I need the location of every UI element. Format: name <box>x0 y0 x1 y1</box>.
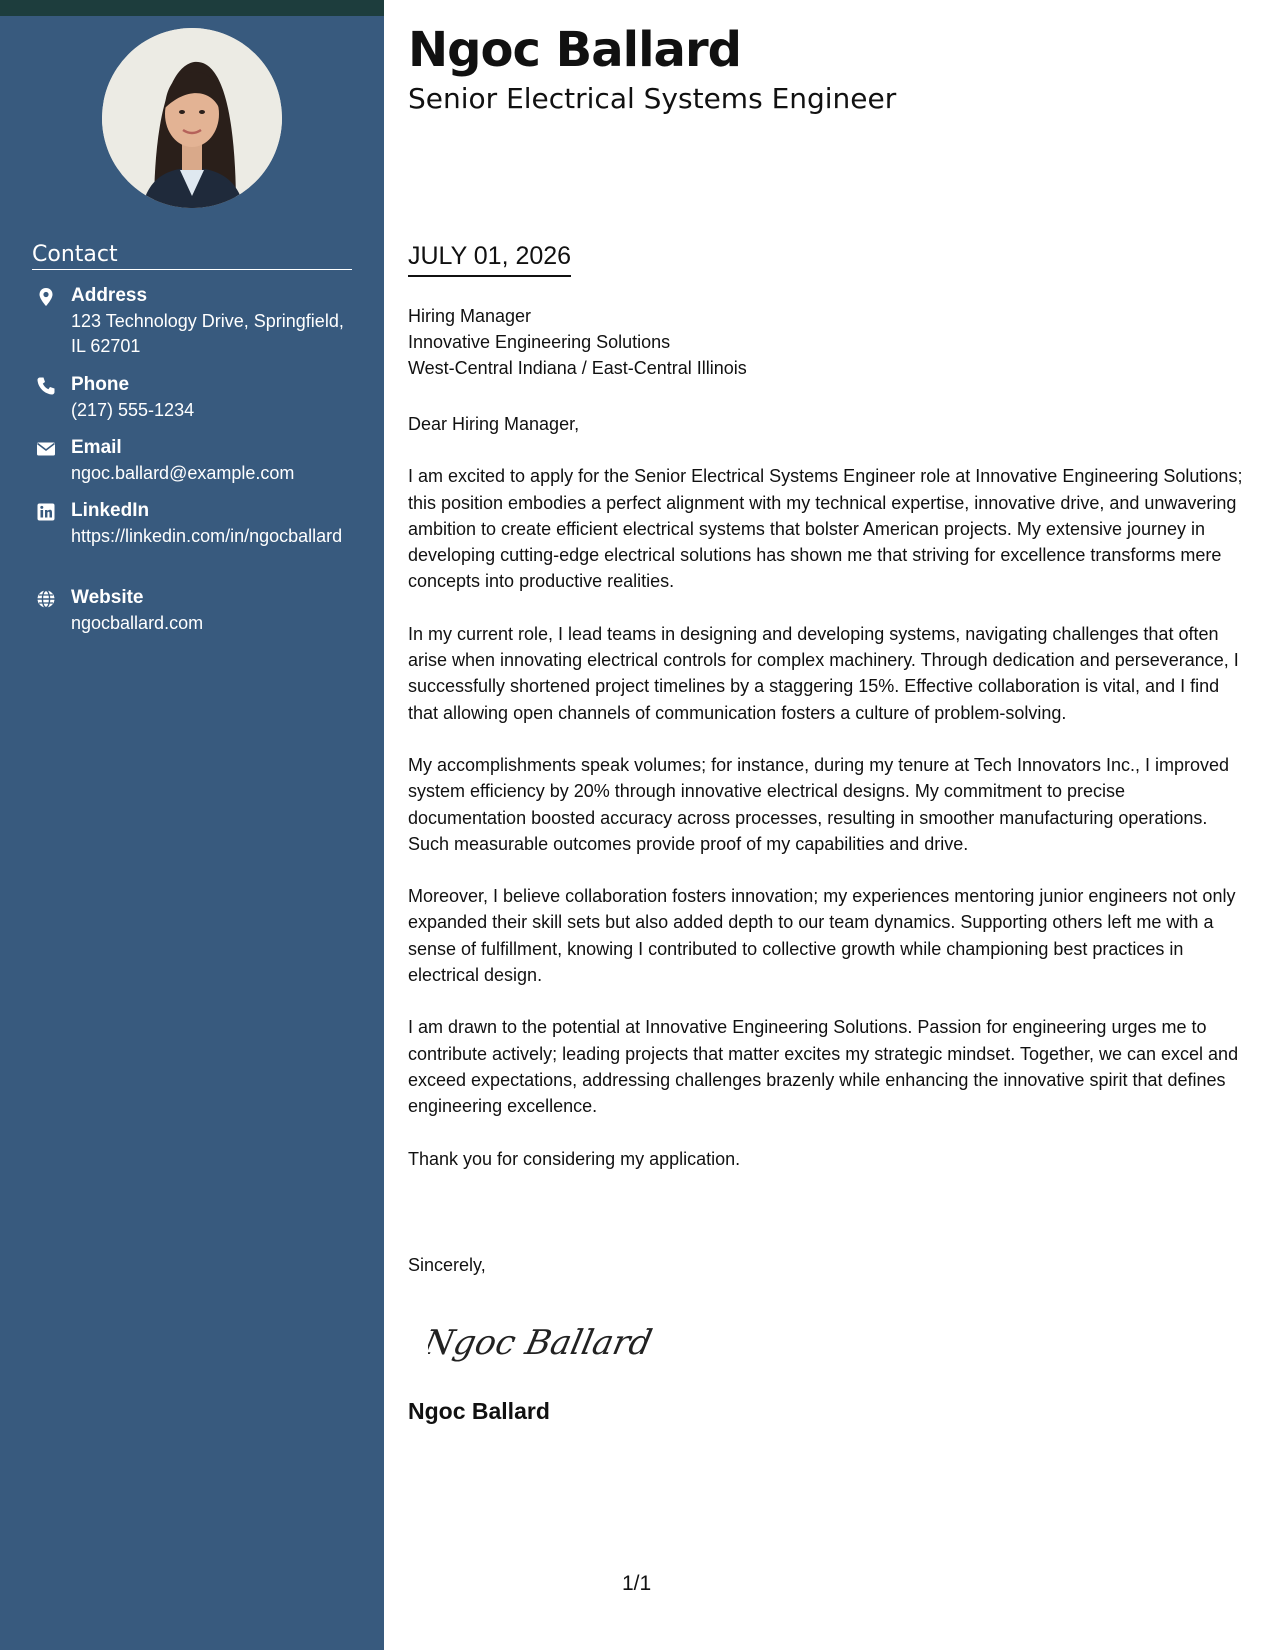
paragraph: I am drawn to the potential at Innovative Engineering Solutions. Passion for engineering urges me to contribute actively; leading projects that matter excites my strategic mindset. Together, we can excel and exceed expectations, addressing challenges brazenly while enhancing the innovative spirit that defines engineering excellence. <box>408 1017 1239 1117</box>
sidebar <box>0 16 384 1650</box>
recipient-block <box>408 303 747 381</box>
letter-date: JULY 01, 2026 <box>408 242 571 277</box>
paragraph: My accomplishments speak volumes; for instance, during my tenure at Tech Innovators Inc., I improved system efficiency by 20% through innovative electrical designs. My commitment to precise documentation boosted accuracy across processes, resulting in smoother manufacturing operations. Such measurable outcomes provide proof of my capabilities and drive. <box>408 754 1230 854</box>
contact-link[interactable]: https://linkedin.com/in/ngocballard <box>71 526 343 546</box>
phone-icon <box>36 376 56 396</box>
paragraph: I am excited to apply for the Senior Electrical Systems Engineer role at Innovative Engineering Solutions; this position embodies a perfect alignment with my technical expertise, innovative drive, and unwavering ambition to create efficient electrical systems that bolster American projects. My extensive journey in developing cutting-edge electrical solutions has shown me that striving for excellence transforms mere concepts into productive realities. <box>408 466 1243 592</box>
applicant-name: Ngoc Ballard <box>408 22 741 78</box>
globe-icon <box>36 589 56 609</box>
contact-value: 123 Technology Drive, Springfield, IL 62701 <box>71 311 344 356</box>
signature-script: Ngoc Ballard <box>428 1323 656 1363</box>
page-number: 1/1 <box>622 1572 652 1595</box>
contact-label: Address <box>71 285 148 306</box>
paragraph: Moreover, I believe collaboration fosters innovation; my experiences mentoring junior engineers not only expanded their skill sets but also added depth to our team dynamics. Supporting others left me with a sense of fulfillment, knowing I contributed to collective growth while championing best practices in electrical design. <box>408 886 1236 986</box>
contact-heading: Contact <box>32 242 352 270</box>
recipient-line: West-Central Indiana / East-Central Illinois <box>408 358 747 378</box>
paragraph: In my current role, I lead teams in designing and developing systems, navigating challenges that often arise when innovating electrical controls for complex machinery. Through dedication and perseverance, I successfully shortened project timelines by a staggering 15%. Effective collaboration is vital, and I find that allowing open channels of communication fosters a culture of problem-solving. <box>408 623 1239 723</box>
contact-label: Email <box>71 437 122 458</box>
contact-label: Website <box>71 587 144 608</box>
sidebar-top-bar <box>0 0 384 16</box>
contact-label: LinkedIn <box>71 500 150 521</box>
paragraph: Thank you for considering my application. <box>408 1148 741 1169</box>
recipient-line: Innovative Engineering Solutions <box>408 332 671 352</box>
contact-link[interactable]: ngocballard.com <box>71 613 204 633</box>
recipient-line: Hiring Manager <box>408 306 532 326</box>
email-icon <box>36 439 56 459</box>
linkedin-icon <box>36 502 56 522</box>
letter-body <box>408 411 1248 1198</box>
contact-value: ngoc.ballard@example.com <box>71 463 295 483</box>
handwritten-signature <box>428 1306 668 1381</box>
job-title: Senior Electrical Systems Engineer <box>408 82 897 115</box>
profile-photo <box>102 28 282 208</box>
contact-value: (217) 555-1234 <box>71 400 195 420</box>
location-pin-icon <box>36 287 56 307</box>
closing: Sincerely, <box>408 1255 486 1275</box>
salutation: Dear Hiring Manager, <box>408 414 580 434</box>
contact-label: Phone <box>71 374 130 395</box>
signer-name: Ngoc Ballard <box>408 1398 550 1424</box>
